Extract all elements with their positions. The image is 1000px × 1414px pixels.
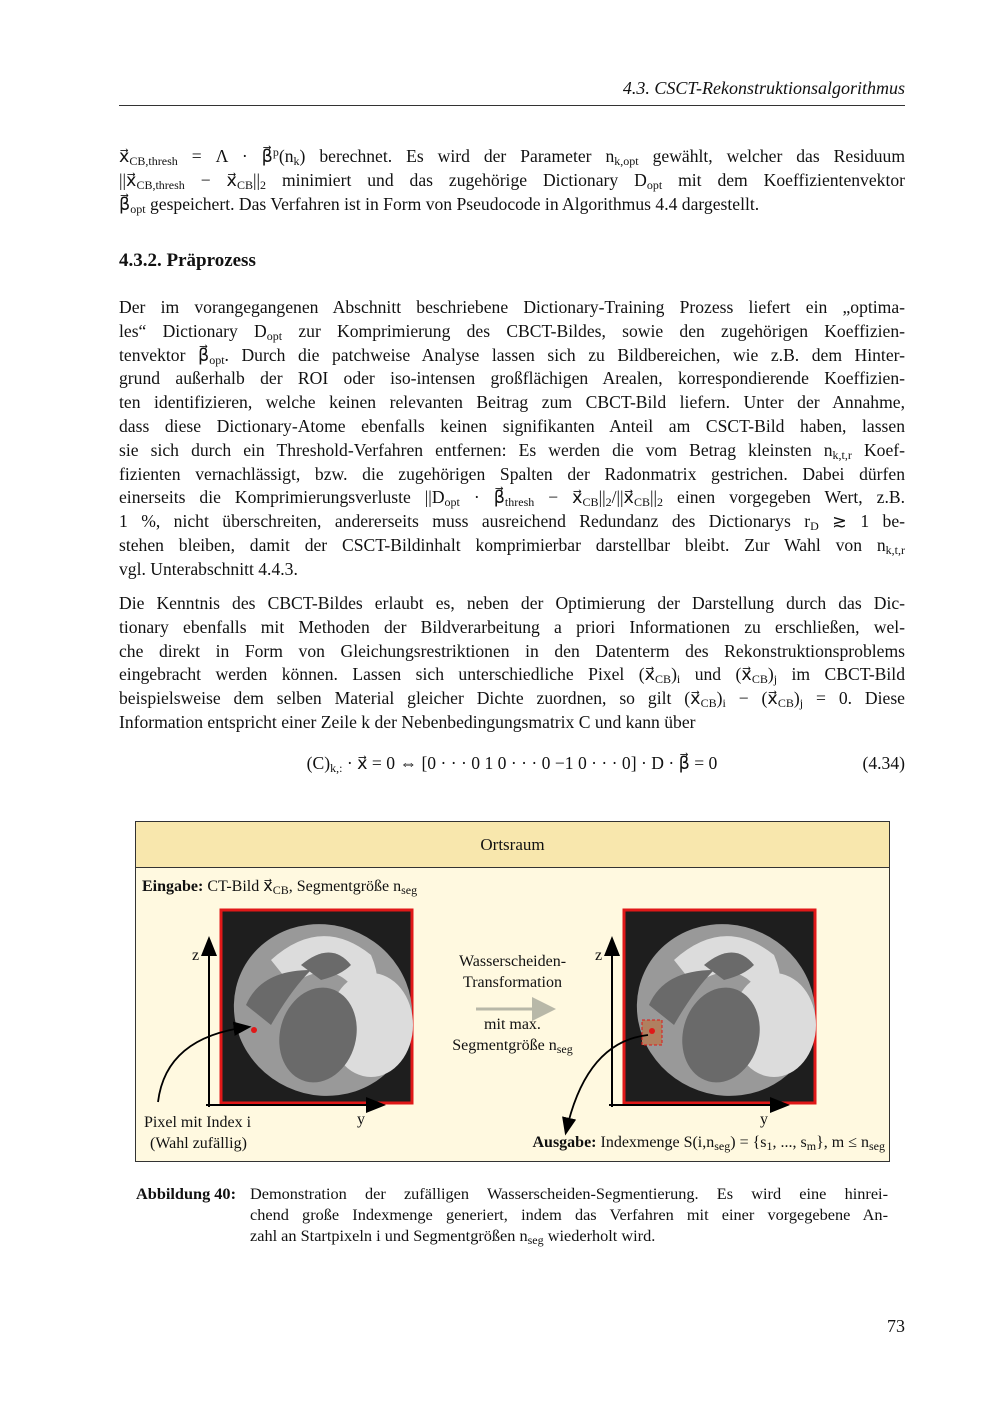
text-line — [119, 640, 905, 664]
text-run: Demonstration der zufälligen Wasserscheiden-Segmentierung. Es wird eine hinrei- — [250, 1184, 888, 1203]
text-run: CT-Bild x⃗ — [203, 878, 273, 895]
text-run: · β⃗ — [459, 487, 505, 508]
figure-40 — [135, 821, 890, 1162]
subscript: k,t,r — [885, 542, 905, 557]
pixel-label-line-2: (Wahl zufällig) — [150, 1135, 247, 1152]
text-run: − x⃗ — [534, 487, 583, 508]
text-run: · x⃗ = 0 ⇔ [0 · · · 0 1 0 · · · 0 −1 0 · · · 0] · D · β⃗ = 0 — [342, 753, 718, 773]
text-run: Segmentgröße n — [452, 1037, 557, 1054]
text-run: (C) — [306, 753, 331, 773]
text-run: beispielsweise dem selben Material gleicher Dichte zuordnen, so gilt (x⃗ — [119, 688, 701, 709]
axis-z-left: z — [192, 947, 200, 964]
text-run: Die Kenntnis des CBCT-Bildes erlaubt es, neben der Optimierung der Darstellung durch das Dic- — [119, 593, 905, 613]
text-line — [250, 1183, 888, 1204]
superscript: p — [272, 145, 279, 159]
subscript: seg — [869, 1139, 885, 1153]
subscript: 1 — [766, 1139, 773, 1153]
text-run: einerseits die Komprimierungsverluste ||D — [119, 487, 445, 508]
figure-caption — [136, 1183, 888, 1246]
text-line — [119, 415, 905, 439]
ct-image-right — [609, 895, 844, 1125]
text-run: gespeichert. Das Verfahren ist in Form von Pseudocode in Algorithmus 4.4 dargestellt. — [145, 193, 760, 214]
subscript: k,t,r — [832, 447, 852, 462]
text-run: = Λ · β⃗ — [177, 146, 273, 166]
text-run: = 0. Diese — [803, 688, 905, 709]
caption-label: Abbildung 40: — [136, 1184, 236, 1203]
text-run: Indexmenge S(i,n — [596, 1134, 715, 1151]
text-line — [119, 558, 905, 582]
text-run: Eingabe: — [142, 878, 204, 895]
subscript: opt — [209, 352, 225, 367]
text-run: dass diese Dictionary-Atome ebenfalls keinen signifikanten Anteil am CSCT-Bild haben, lassen — [119, 415, 905, 436]
subscript: 2 — [657, 495, 664, 510]
subscript: opt — [130, 201, 146, 216]
subscript: j — [773, 672, 778, 687]
text-run: }, m ≤ n — [816, 1134, 869, 1151]
paragraph-2 — [119, 296, 905, 582]
text-run: tenvektor β⃗ — [119, 344, 210, 365]
text-line — [119, 534, 905, 558]
text-run: wiederholt wird. — [543, 1226, 656, 1245]
subscript: opt — [444, 495, 460, 510]
text-line — [119, 169, 905, 193]
page-number: 73 — [887, 1316, 905, 1336]
text-run: ) — [767, 664, 774, 685]
text-run: , ..., s — [772, 1134, 807, 1151]
text-run: fizienten vernachlässigt, bzw. die zugehörigen Spalten der Radonmatrix gestrichen. Dabei dürfen — [119, 463, 905, 484]
text-run: Der im vorangegangenen Abschnitt beschriebene Dictionary-Training Prozess liefert ein „optima- — [119, 297, 905, 317]
subscript: CB — [582, 495, 599, 510]
text-line — [119, 486, 905, 510]
text-line — [250, 1204, 888, 1225]
text-run: eingebracht werden können. Lassen sich unterschiedliche Pixel (x⃗ — [119, 664, 656, 685]
paragraph-1 — [119, 145, 905, 216]
text-run: ||x⃗ — [119, 169, 137, 190]
text-run: || — [598, 487, 606, 508]
text-line — [250, 1225, 888, 1246]
caption-text — [250, 1183, 888, 1246]
text-run: im CBCT-Bild — [777, 664, 905, 685]
transform-line-2: Transformation — [463, 974, 562, 991]
text-line — [119, 391, 905, 415]
text-line — [119, 711, 905, 735]
text-run: chend große Indexmenge generiert, indem das Verfahren mit einer vorgegebene An- — [250, 1205, 888, 1224]
text-run: ≳ 1 be- — [818, 511, 905, 532]
text-line — [119, 687, 905, 711]
text-run: − x⃗ — [184, 169, 237, 190]
text-run: /||x⃗ — [611, 487, 634, 508]
text-run: und (x⃗ — [680, 664, 752, 685]
text-line — [119, 463, 905, 487]
figure-band-title: Ortsraum — [136, 822, 889, 868]
text-run: ) — [793, 688, 800, 709]
text-run: ) — [671, 664, 677, 685]
text-line — [119, 439, 905, 463]
text-line — [119, 145, 905, 169]
subscript: CB — [272, 883, 289, 897]
text-run: − (x⃗ — [725, 688, 778, 709]
header-rule — [119, 105, 905, 106]
text-run: les“ Dictionary D — [119, 320, 267, 341]
axis-y-left: y — [357, 1111, 365, 1128]
subscript: CB,thresh — [136, 177, 185, 192]
text-run: ) — [716, 688, 723, 709]
equation-body — [119, 753, 905, 774]
text-run: che direkt in Form von Gleichungsrestriktionen in den Datenterm des Rekonstruktionsproblems — [119, 640, 905, 661]
subscript: k,: — [330, 761, 343, 775]
axis-z-right: z — [595, 947, 603, 964]
subscript: 2 — [260, 177, 267, 192]
text-run: grund außerhalb der ROI oder iso-intensen großflächigen Arealen, korrespondierende Koeffizien- — [119, 368, 905, 389]
axis-y-right: y — [760, 1111, 768, 1128]
pixel-label-line-1: Pixel mit Index i — [144, 1114, 252, 1131]
subscript: CB — [777, 696, 794, 711]
ct-image-left — [206, 895, 441, 1125]
subscript: CB,thresh — [129, 154, 178, 168]
subscript: CB — [236, 177, 253, 192]
subscript: CB — [655, 672, 672, 687]
text-run: tionary ebenfalls mit Methoden der Bildverarbeitung a priori Informationen zu erschließen, wel- — [119, 616, 905, 637]
text-run: , Segmentgröße n — [288, 878, 402, 895]
subscript: seg — [556, 1042, 573, 1056]
text-line — [119, 320, 905, 344]
subscript: m — [806, 1139, 817, 1153]
text-line — [119, 510, 905, 534]
transform-line-4 — [441, 1037, 584, 1055]
text-run: . Durch die patchweise Analyse lassen sich zu Bildbereichen, wie z.B. dem Hinter- — [224, 344, 905, 365]
subscript: CB — [633, 495, 650, 510]
text-run: sie sich durch ein Threshold-Verfahren entfernen: Es werden die vom Betrag kleinsten n — [119, 439, 833, 460]
subscript: opt — [646, 177, 663, 192]
paragraph-3 — [119, 592, 905, 735]
text-line — [119, 344, 905, 368]
running-header: 4.3. CSCT-Rekonstruktionsalgorithmus — [622, 78, 905, 98]
text-run: ) = {s — [730, 1134, 767, 1151]
transform-line-3: mit max. — [484, 1016, 541, 1033]
text-run: || — [252, 169, 261, 190]
text-line — [119, 616, 905, 640]
text-run: stehen bleiben, damit der CSCT-Bildinhalt komprimierbar darstellbar bleibt. Zur Wahl von n — [119, 534, 886, 555]
text-run: mit dem Koeffizientenvektor — [662, 169, 905, 190]
text-line — [119, 663, 905, 687]
subscript: D — [810, 519, 819, 534]
output-label — [532, 1134, 885, 1152]
subscript: thresh — [504, 495, 535, 510]
text-line — [119, 367, 905, 391]
text-run: || — [649, 487, 658, 508]
subscript: CB — [751, 672, 768, 687]
text-run: Ausgabe: — [532, 1134, 597, 1151]
equation-number: (4.34) — [862, 753, 905, 773]
subscript: seg — [401, 883, 418, 897]
text-run: x⃗ — [119, 146, 130, 166]
section-heading: 4.3.2. Präprozess — [119, 250, 256, 271]
equation-4-34 — [119, 753, 905, 774]
subscript: opt — [266, 328, 283, 343]
subscript: j — [799, 696, 804, 711]
text-line — [119, 193, 905, 217]
text-run: zahl an Startpixeln i und Segmentgrößen n — [250, 1226, 528, 1245]
subscript: k,opt — [614, 154, 639, 168]
subscript: CB — [700, 696, 717, 711]
text-run: Koef- — [851, 439, 905, 460]
subscript: i — [722, 696, 726, 711]
subscript: i — [676, 672, 681, 687]
subscript: seg — [714, 1139, 731, 1153]
text-run: ten identifizieren, welche keinen relevanten Beitrag zum CBCT-Bild liefern. Unter der Annahme, — [119, 392, 905, 413]
subscript: seg — [527, 1233, 544, 1247]
transform-line-1: Wasserscheiden- — [458, 953, 567, 970]
text-line — [119, 592, 905, 616]
subscript: k — [293, 154, 300, 168]
text-run: einen vorgegeben Wert, z.B. — [663, 487, 905, 508]
text-run: ) berechnet. Es wird der Parameter n — [299, 146, 615, 166]
text-line — [119, 296, 905, 320]
text-run: β⃗ — [119, 193, 131, 214]
text-run: minimiert und das zugehörige Dictionary D — [266, 169, 647, 190]
text-run: Information entspricht einer Zeile k der Nebenbedingungsmatrix C und kann über — [119, 711, 696, 732]
text-run: gewählt, welcher das Residuum — [638, 146, 906, 166]
subscript: 2 — [605, 495, 612, 510]
text-run: (n — [278, 146, 294, 166]
text-run: 1 %, nicht überschreiten, andererseits muss ausreichend Redundanz des Dictionarys r — [119, 511, 811, 532]
text-run: vgl. Unterabschnitt 4.4.3. — [119, 558, 298, 579]
text-run: zur Komprimierung des CBCT-Bildes, sowie den zugehörigen Koeffizien- — [282, 320, 905, 341]
